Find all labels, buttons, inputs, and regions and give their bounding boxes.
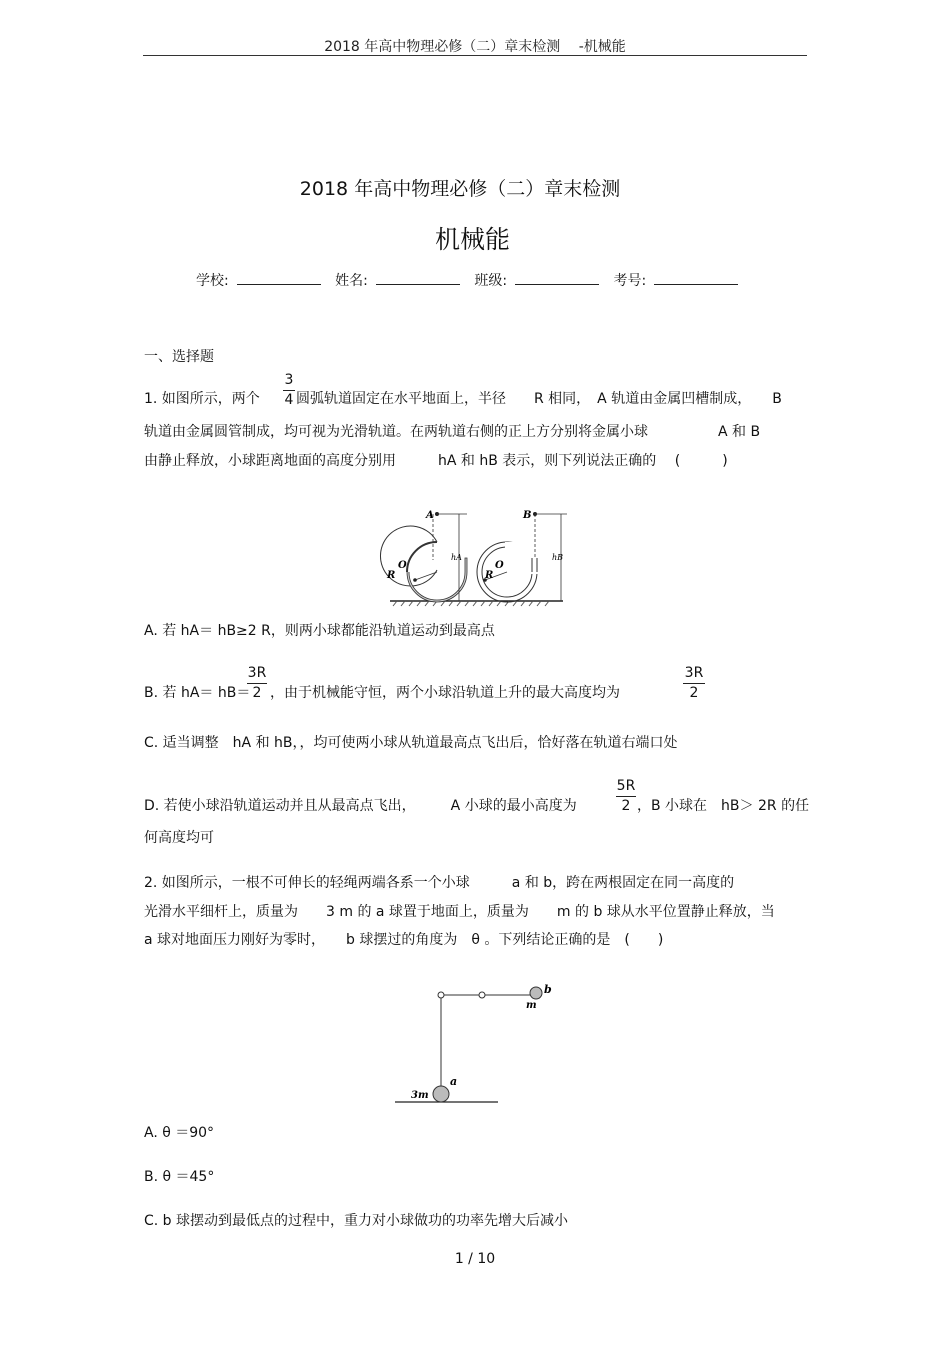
info-school-label: 学校:	[196, 273, 229, 289]
point-a	[413, 578, 417, 582]
optb-num2: 3R	[684, 665, 704, 681]
label-hb: hB	[552, 553, 564, 562]
q1-option-d-cont: 何高度均可	[144, 830, 214, 846]
q2-line1: 2. 如图所示，一根不可伸长的轻绳两端各系一个小球 a 和 b，跨在两根固定在同一高度的	[144, 875, 735, 891]
label-o-a: O	[398, 560, 407, 571]
q1-option-d-end: ，B 小球在 hB＞ 2R 的任	[637, 798, 810, 814]
class-blank[interactable]	[515, 272, 599, 285]
optb-bar2	[683, 683, 705, 684]
radius-a	[415, 572, 437, 580]
q2-option-a: A. θ ＝90°	[144, 1125, 215, 1141]
q2-option-c: C. b 球摆动到最低点的过程中，重力对小球做功的功率先增大后减小	[144, 1213, 569, 1229]
q1-option-b-end: ，由于机械能守恒，两个小球沿轨道上升的最大高度均为	[270, 685, 620, 701]
optb-den2: 2	[689, 685, 699, 701]
q1-optb-fraction	[247, 665, 267, 702]
q1-frac-bar	[283, 390, 295, 391]
track-b-gap	[505, 542, 539, 574]
optb-bar	[247, 683, 267, 684]
q1-fraction	[283, 372, 295, 409]
optd-num: 5R	[616, 778, 636, 794]
doc-title: 2018 年高中物理必修（二）章末检测	[299, 178, 621, 200]
q1-frac-num: 3	[284, 372, 294, 388]
q1-line1-start: 1. 如图所示，两个	[144, 391, 260, 407]
optd-bar	[616, 796, 636, 797]
label-m: m	[526, 1000, 537, 1011]
optb-num: 3R	[247, 665, 267, 681]
school-blank[interactable]	[237, 272, 321, 285]
optd-den: 2	[621, 798, 631, 814]
q1-figure	[375, 500, 575, 610]
info-class-label: 班级:	[474, 273, 508, 289]
q1-line3: 由静止释放，小球距离地面的高度分别用 hA 和 hB 表示，则下列说法正确的 ( )	[144, 453, 728, 469]
label-b: B	[523, 510, 532, 521]
ball-a-2	[433, 1086, 449, 1102]
label-b-2: b	[544, 983, 552, 996]
label-r-b: R	[485, 570, 494, 581]
page-header: 2018 年高中物理必修（二）章末检测 -机械能	[324, 39, 626, 55]
label-ha: hA	[451, 553, 462, 562]
q1-line2: 轨道由金属圆管制成，均可视为光滑轨道。在两轨道右侧的正上方分别将金属小球 A 和 B	[144, 424, 761, 440]
optb-den: 2	[252, 685, 262, 701]
label-o-b: O	[495, 560, 504, 571]
info-id-label: 考号:	[613, 273, 647, 289]
q2-line3: a 球对地面压力刚好为零时， b 球摆过的角度为 θ 。下列结论正确的是 ( )	[144, 932, 664, 948]
track-a-arc	[407, 542, 437, 572]
name-blank[interactable]	[376, 272, 460, 285]
label-a: A	[426, 510, 434, 521]
label-a-2: a	[450, 1075, 458, 1088]
q1-option-c: C. 适当调整 hA 和 hB，，均可使两小球从轨道最高点飞出后，恰好落在轨道右端口处	[144, 735, 678, 751]
header-divider	[143, 55, 807, 56]
info-row	[196, 272, 748, 290]
q1-option-b-start: B. 若 hA＝ hB＝	[144, 685, 251, 701]
q1-frac-den: 4	[284, 392, 294, 408]
label-3m: 3m	[411, 1090, 429, 1101]
id-blank[interactable]	[654, 272, 738, 285]
info-name-label: 姓名:	[335, 273, 368, 289]
q1-option-d-start: D. 若使小球沿轨道运动并且从最高点飞出， A 小球的最小高度为	[144, 798, 577, 814]
q1-option-a: A. 若 hA＝ hB≥2 R，则两小球都能沿轨道运动到最高点	[144, 623, 495, 639]
q2-option-b: B. θ ＝45°	[144, 1169, 215, 1185]
rod-2	[479, 992, 485, 998]
section-heading: 一、选择题	[144, 349, 214, 365]
q1-optb-fraction2	[683, 665, 705, 702]
label-r-a: R	[387, 570, 396, 581]
rod-1	[438, 992, 444, 998]
doc-subtitle: 机械能	[434, 225, 510, 254]
q1-optd-fraction	[616, 778, 636, 815]
page-number: 1 / 10	[454, 1251, 496, 1267]
q1-line1-end: 圆弧轨道固定在水平地面上，半径 R 相同， A 轨道由金属凹槽制成， B	[296, 391, 782, 407]
ball-b-2	[530, 987, 542, 999]
q2-figure	[390, 975, 560, 1110]
q2-line2: 光滑水平细杆上，质量为 3 m 的 a 球置于地面上，质量为 m 的 b 球从水平位置静止释放，当	[144, 904, 775, 920]
